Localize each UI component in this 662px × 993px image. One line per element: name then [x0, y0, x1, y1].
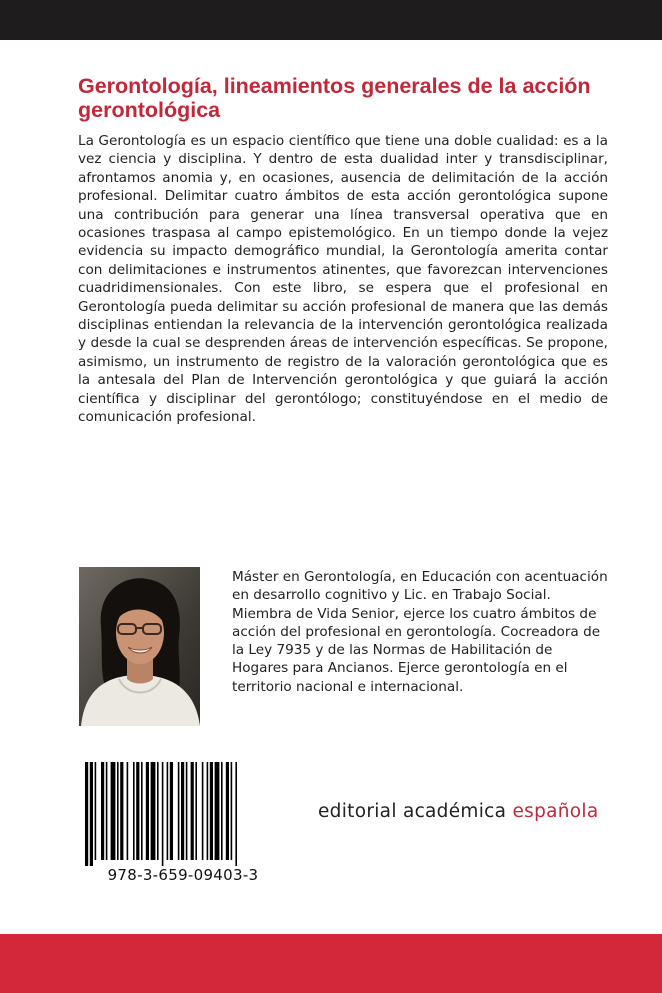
barcode-bar: [162, 762, 164, 866]
barcode: [85, 762, 281, 866]
barcode-bar: [90, 762, 93, 866]
barcode-bar: [215, 762, 220, 860]
barcode-bar: [221, 762, 223, 860]
barcode-bar: [207, 762, 209, 860]
barcode-bar: [195, 762, 197, 860]
barcode-bar: [178, 762, 180, 860]
barcode-bar: [127, 762, 129, 860]
barcode-bar: [141, 762, 143, 860]
isbn-number: 978-3-659-09403-3: [107, 866, 259, 884]
book-title: Gerontología, lineamientos generales de la acción gerontológica: [78, 74, 591, 122]
author-bio: Máster en Gerontología, en Educación con acentuación en desarrollo cognitivo y Lic. en Trabajo Social. Miembra de Vida Senior, ejerce los cuatro ámbitos de acción del profesional en gerontología. Cocreadora de la Ley 7935 y de las Normas de Habilitación de Hogares para Ancianos. Ejerce gerontología en el territorio nacional e internacional.: [232, 569, 608, 695]
publisher-logo: [318, 801, 599, 822]
barcode-bar: [111, 762, 116, 860]
barcode-bar: [85, 762, 88, 866]
author-photo: [79, 567, 200, 726]
barcode-bar: [226, 762, 229, 860]
barcode-bar: [210, 762, 213, 860]
barcode-bar: [181, 762, 184, 860]
barcode-bar: [157, 762, 159, 860]
barcode-bar: [231, 762, 233, 860]
barcode-bar: [151, 762, 156, 860]
barcode-bar: [146, 762, 149, 860]
barcode-bar: [95, 762, 97, 860]
barcode-bar: [136, 762, 139, 860]
barcode-bar: [167, 762, 169, 860]
barcode-bar: [191, 762, 194, 860]
book-description: La Gerontología es un espacio científico que tiene una doble cualidad: es a la vez ciencia y disciplina. Y dentro de esta dualidad inter y transdisciplinar, afrontamos anomia y, en ocasiones, ausencia de delimitación de la acción profesional. Delimitar cuatro ámbitos de esta acción gerontológica supone una contribución para generar una línea transversal operativa que en ocasiones traspasa al campo epistemológico. En un tiempo donde la vejez evidencia su impacto demográfico mundial, la Gerontología amerita contar con delimitaciones e instrumentos atinentes, que favorezcan intervenciones cuadridimensionales. Con este libro, se espera que el profesional en Gerontología pueda delimitar su acción profesional de manera que las demás disciplinas entiendan la relevancia de la intervención gerontológica realizada y desde la cual se desprenden áreas de intervención específicas. Se propone, asimismo, un instrumento de registro de la valoración gerontológica que es la antesala del Plan de Intervención gerontológica y que guiará la acción científica y disciplinar del gerontólogo; constituyéndose en el medio de comunicación profesional.: [78, 133, 608, 426]
barcode-bar: [133, 762, 135, 860]
barcode-bar: [120, 762, 123, 860]
bottom-band: [0, 934, 662, 993]
barcode-bar: [101, 762, 104, 860]
barcode-bar: [202, 762, 204, 860]
publisher-name-accent: española: [512, 801, 599, 822]
barcode-bar: [235, 762, 237, 866]
publisher-name: editorial académica: [318, 801, 507, 822]
top-band: [0, 0, 662, 40]
barcode-bar: [117, 762, 119, 860]
barcode-bar: [170, 762, 173, 860]
barcode-bar: [186, 762, 188, 860]
barcode-bar: [106, 762, 108, 860]
